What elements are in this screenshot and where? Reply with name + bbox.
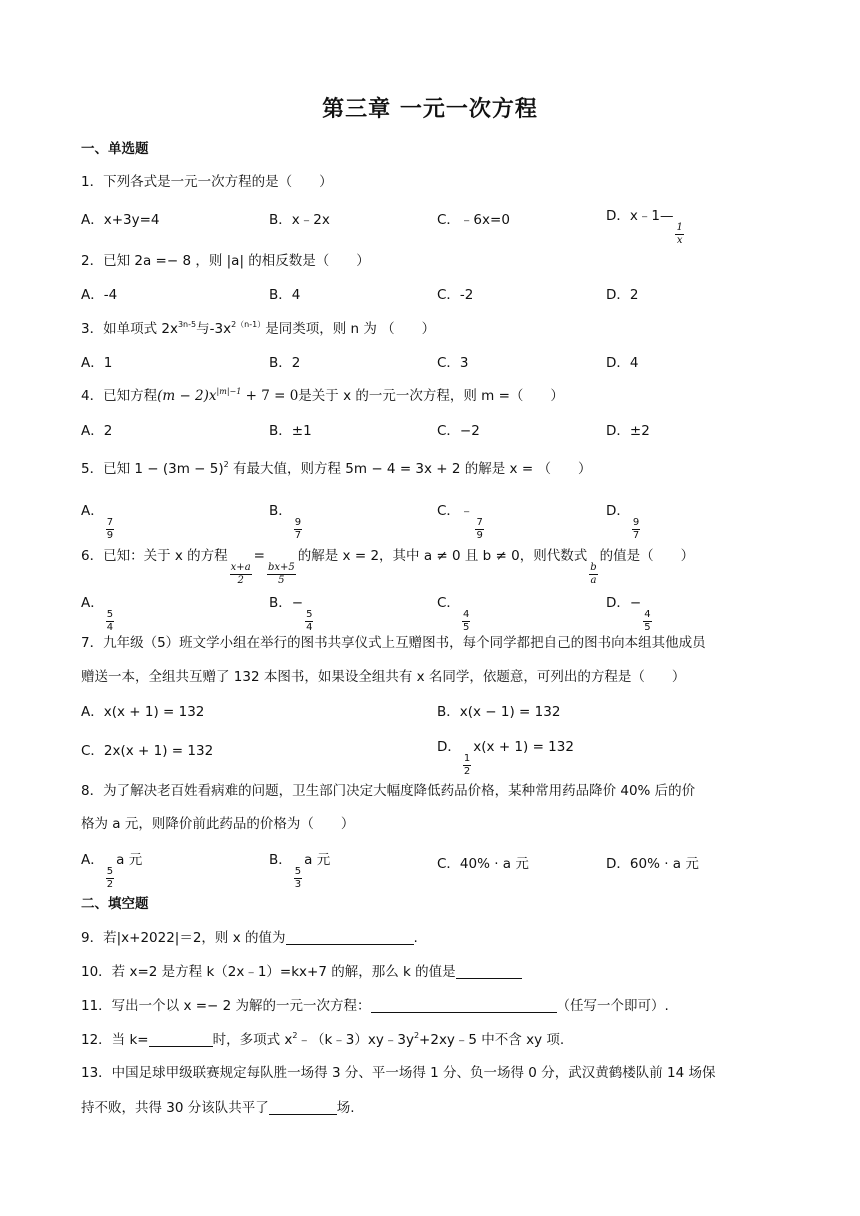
fraction-denominator: 9 [476, 530, 483, 541]
q5-exponent: 2 [223, 460, 229, 469]
q6-option-c [437, 591, 472, 634]
q5-option-b [269, 499, 304, 542]
fraction-numerator: 9 [632, 517, 640, 528]
q4-exponent: |m|−1 [216, 387, 242, 396]
q6-option-a-label: A． [81, 595, 104, 611]
fraction-numerator: 7 [476, 517, 483, 528]
q1-option-a: A．x+3y=4 [81, 212, 160, 228]
q6-text-a: 6．已知：关于 x 的方程 [81, 548, 228, 564]
q13-text-a: 持不败，共得 30 分该队共平了 [81, 1100, 269, 1116]
fraction-numerator: 7 [106, 517, 114, 528]
fraction-denominator: 4 [106, 622, 114, 633]
question-3-stem [81, 317, 435, 337]
question-7-line-2: 赠送一本，全组共互赠了 132 本图书，如果设全组共有 x 名同学，依题意，可列出的方程是（ ） [81, 669, 686, 685]
fraction-numerator: 5 [294, 866, 302, 877]
q5-option-a-fraction [106, 517, 114, 542]
question-9 [81, 926, 418, 946]
q8-option-b-unit: a 元 [304, 852, 331, 868]
q8-option-a-fraction [106, 866, 114, 891]
q8-option-c: C．40% · a 元 [437, 856, 529, 872]
q12-text-b: 时，多项式 x [212, 1032, 293, 1048]
fraction-denominator: 7 [632, 530, 640, 541]
q6-text-c: 的值是（ ） [599, 548, 695, 564]
q8-option-b-label: B． [269, 852, 292, 868]
q4-option-c: C．−2 [437, 423, 480, 439]
fraction-denominator: 3 [294, 879, 302, 890]
q9-end: . [413, 930, 418, 946]
q6-option-b [269, 591, 315, 634]
question-7-line-1: 7．九年级（5）班文学小组在举行的图书共享仪式上互赠图书，每个同学都把自己的图书向本组其他成员 [81, 635, 706, 651]
q11-text: 11．写出一个以 x =− 2 为解的一元一次方程： [81, 998, 371, 1014]
q5-text-a: 5．已知 1 − (3m − 5) [81, 461, 224, 477]
fraction-numerator: 1 [676, 222, 683, 233]
page-title: 第三章 一元一次方程 [322, 97, 538, 122]
q11-end: （任写一个即可）. [556, 998, 669, 1014]
q5-option-c [437, 499, 486, 542]
fraction-denominator: 2 [463, 766, 471, 777]
q5-option-d-fraction [632, 517, 640, 542]
fraction-numerator: bx+5 [267, 562, 295, 573]
fraction-denominator: x [676, 235, 683, 246]
fraction-numerator: 5 [106, 866, 114, 877]
q7-option-b: B．x(x − 1) = 132 [437, 704, 561, 720]
question-12 [81, 1028, 564, 1048]
q10-answer-blank[interactable] [456, 964, 522, 979]
q12-answer-blank[interactable] [149, 1032, 213, 1047]
question-5-stem [81, 457, 591, 477]
q3-option-a: A．1 [81, 355, 113, 371]
question-6-stem [81, 544, 694, 587]
fraction-numerator: 4 [462, 609, 470, 620]
q6-option-d [606, 591, 654, 634]
q2-option-d: D．2 [606, 287, 639, 303]
q4-equation: (m − 2)x [157, 388, 217, 404]
q7-option-d-expr: x(x + 1) = 132 [473, 739, 574, 755]
q3-text-b: 与-3x [196, 321, 232, 337]
fraction-numerator: 4 [644, 609, 651, 620]
q8-option-b-fraction [294, 866, 302, 891]
q7-option-d [437, 735, 574, 778]
q6-option-a [81, 591, 116, 634]
fraction-denominator: 4 [306, 622, 313, 633]
fraction-denominator: 7 [294, 530, 302, 541]
q8-option-d: D．60% · a 元 [606, 856, 699, 872]
fraction-numerator: x+a [230, 562, 251, 573]
q9-text: 9．若|x+2022|＝2，则 x 的值为 [81, 930, 286, 946]
q6-option-d-label: D．− [606, 595, 642, 611]
q12-exponent-2: 2 [413, 1031, 420, 1040]
q5-option-c-fraction [475, 517, 483, 542]
fraction-numerator: b [590, 562, 597, 573]
q4-equation-rest: + 7 = 0 [241, 388, 299, 404]
q7-option-d-label: D． [437, 739, 461, 755]
q5-option-b-fraction [294, 517, 302, 542]
q3-exponent-2: 2（n-1） [231, 320, 266, 329]
fraction-denominator: 2 [106, 879, 114, 890]
question-11 [81, 994, 669, 1014]
q7-option-c: C．2x(x + 1) = 132 [81, 743, 214, 759]
q12-exponent-1: 2 [292, 1031, 298, 1040]
q5-option-a [81, 499, 116, 542]
fraction-denominator: 5 [278, 575, 285, 586]
q4-option-d: D．±2 [606, 423, 650, 439]
q11-answer-blank[interactable] [371, 998, 557, 1013]
q6-option-c-label: C． [437, 595, 460, 611]
q1-option-d [606, 204, 686, 247]
fraction-numerator: 9 [294, 517, 302, 528]
q6-option-b-label: B．− [269, 595, 304, 611]
q4-option-a: A．2 [81, 423, 113, 439]
q3-text-a: 3．如单项式 2x [81, 321, 178, 337]
q13-text-b: 场. [336, 1100, 355, 1116]
q13-answer-blank[interactable] [269, 1100, 337, 1115]
fraction-denominator: 9 [106, 530, 114, 541]
q4-text-a: 4．已知方程 [81, 388, 158, 404]
q6-fraction-2 [267, 562, 296, 587]
q3-option-b: B．2 [269, 355, 301, 371]
q5-option-d-label: D． [606, 503, 630, 519]
q1-option-c: C．﹣6x=0 [437, 212, 510, 228]
fraction-denominator: a [590, 575, 597, 586]
q5-option-b-label: B． [269, 503, 292, 519]
question-8-line-2: 格为 a 元，则降价前此药品的价格为（ ） [81, 816, 355, 832]
q8-option-b [269, 848, 330, 891]
fraction-denominator: 5 [644, 622, 651, 633]
q3-option-c: C．3 [437, 355, 469, 371]
q3-option-d: D．4 [606, 355, 639, 371]
question-13-line-1: 13．中国足球甲级联赛规定每队胜一场得 3 分、平一场得 1 分、负一场得 0 分，武汉黄鹤楼队前 14 场保 [81, 1065, 716, 1081]
question-1-stem: 1．下列各式是一元一次方程的是（ ） [81, 174, 333, 190]
q7-option-a: A．x(x + 1) = 132 [81, 704, 205, 720]
q8-option-a [81, 848, 142, 891]
question-4-stem [81, 384, 564, 404]
q10-text: 10．若 x=2 是方程 k（2x﹣1）=kx+7 的解，那么 k 的值是 [81, 964, 456, 980]
q5-text-b: 有最大值，则方程 5m − 4 = 3x + 2 的解是 x = （ ） [228, 461, 592, 477]
question-8-line-1: 8．为了解决老百姓看病难的问题，卫生部门决定大幅度降低药品价格，某种常用药品降价 40% 后的价 [81, 783, 696, 799]
fraction-denominator: 2 [237, 575, 244, 586]
q7-option-d-fraction [463, 753, 471, 778]
fraction-denominator: 5 [462, 622, 470, 633]
q4-option-b: B．±1 [269, 423, 312, 439]
q2-option-a: A．-4 [81, 287, 118, 303]
q2-option-c: C．-2 [437, 287, 474, 303]
q3-text-c: 是同类项，则 n 为 （ ） [265, 321, 436, 337]
q8-option-a-label: A． [81, 852, 104, 868]
q6-text-b: 的解是 x = 2，其中 a ≠ 0 且 b ≠ 0，则代数式 [297, 548, 588, 564]
q1-option-d-prefix: D．x﹣1— [606, 208, 674, 224]
question-13-line-2 [81, 1096, 355, 1116]
q2-option-b: B．4 [269, 287, 301, 303]
q3-exponent-1: 3n-5 [177, 320, 197, 329]
q5-option-a-label: A． [81, 503, 104, 519]
q6-equals: = [253, 548, 265, 564]
q12-text-a: 12．当 k= [81, 1032, 149, 1048]
fraction-numerator: 5 [106, 609, 114, 620]
q12-text-c: ﹣（k﹣3）xy﹣3y [297, 1032, 414, 1048]
fraction-numerator: 5 [306, 609, 313, 620]
question-10 [81, 960, 522, 980]
q6-fraction-3 [589, 562, 597, 587]
q5-option-c-label: C．﹣ [437, 503, 474, 519]
q8-option-a-unit: a 元 [116, 852, 143, 868]
q12-text-d: +2xy﹣5 中不含 xy 项. [419, 1032, 565, 1048]
fraction-numerator: 1 [463, 753, 471, 764]
q1-option-d-fraction [675, 222, 683, 247]
section-heading-fill-blank: 二、填空题 [81, 896, 149, 912]
q9-answer-blank[interactable] [286, 930, 414, 945]
q6-fraction-1 [230, 562, 252, 587]
q4-text-b: 是关于 x 的一元一次方程，则 m =（ ） [298, 388, 564, 404]
section-heading-single-choice: 一、单选题 [81, 141, 149, 157]
q1-option-b: B．x﹣2x [269, 212, 330, 228]
question-2-stem: 2．已知 2a =− 8 ，则 |a| 的相反数是（ ） [81, 253, 370, 269]
q5-option-d [606, 499, 642, 542]
